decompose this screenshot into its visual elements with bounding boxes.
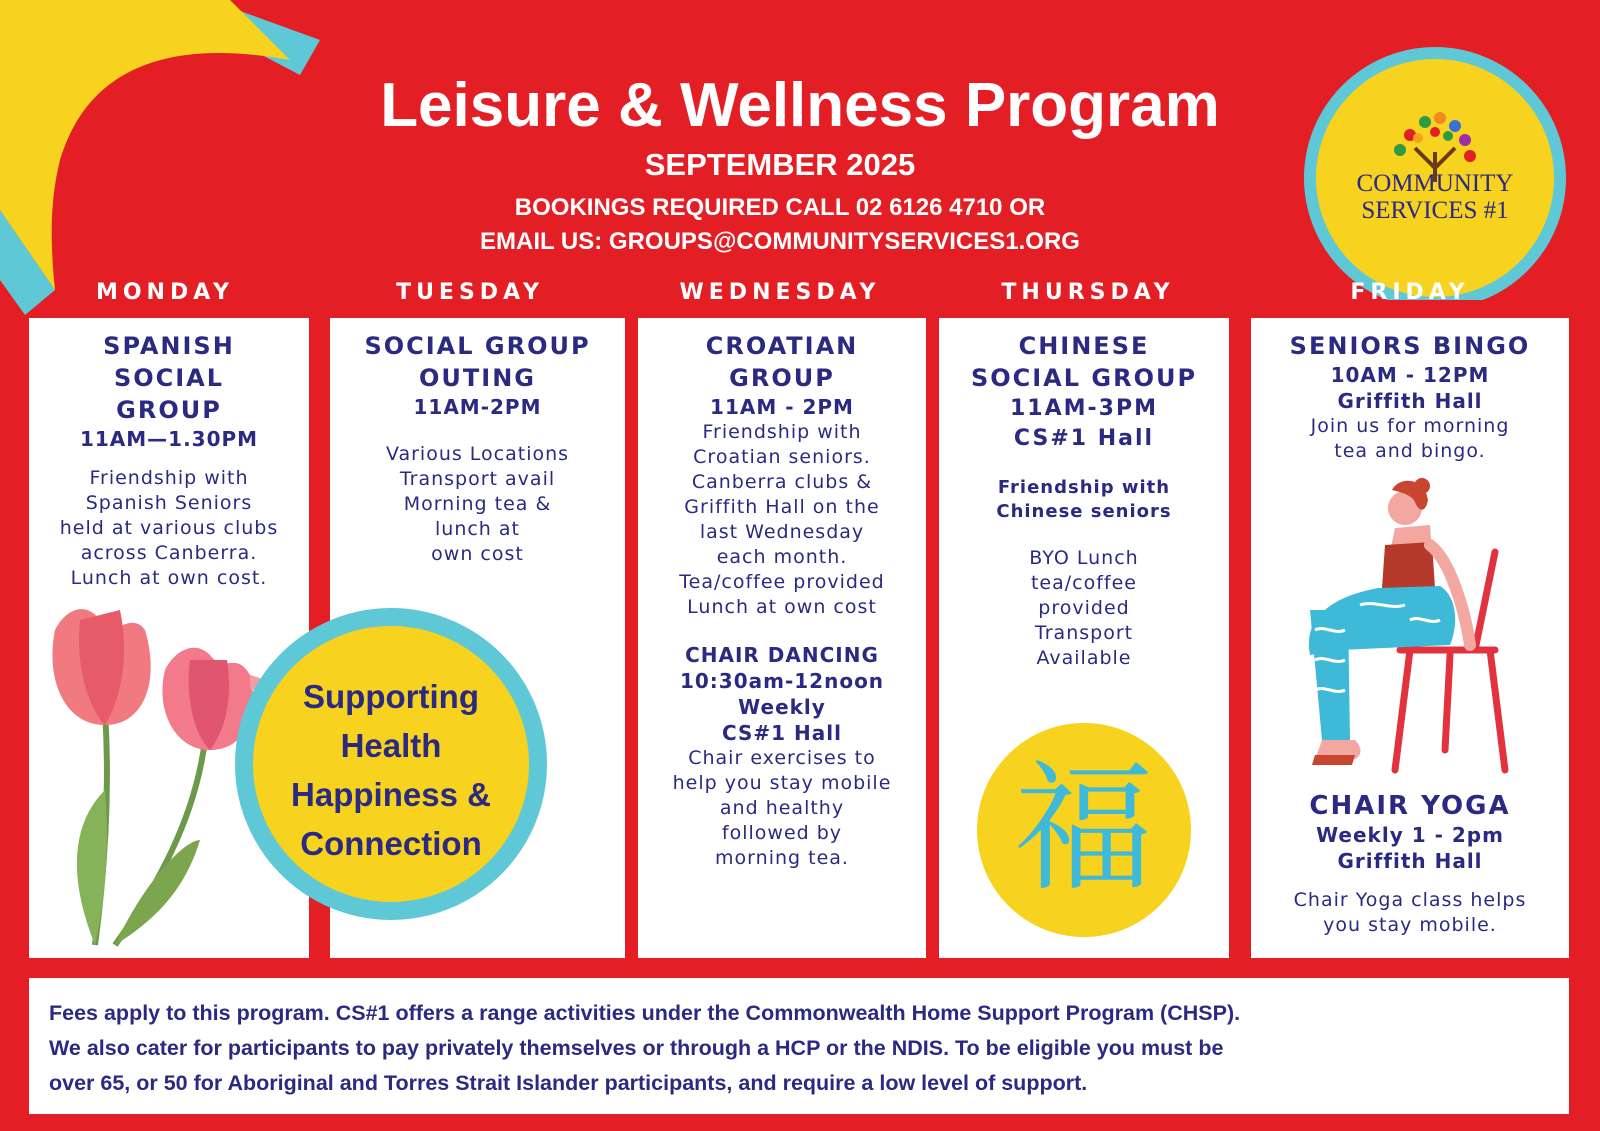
wednesday-time: 11AM - 2PM: [710, 395, 854, 419]
friday-title: SENIORS BINGO: [1289, 332, 1531, 360]
wednesday-desc-5: last Wednesday: [699, 521, 865, 543]
monday-desc-2: Spanish Seniors: [85, 492, 253, 514]
fees-line-3: over 65, or 50 for Aboriginal and Torres Strait Islander participants, and require a low level of support.: [49, 1071, 1088, 1095]
monday-time: 11AM—1.30PM: [79, 427, 259, 451]
tuesday-time: 11AM-2PM: [413, 395, 542, 419]
thursday-time: 11AM-3PM: [1010, 396, 1158, 421]
page-title: Leisure & Wellness Program: [380, 71, 1220, 140]
booking-line-2: EMAIL US: GROUPS@COMMUNITYSERVICES1.ORG: [480, 228, 1080, 255]
chair-dancing-time: 10:30am-12noon: [679, 669, 885, 693]
wednesday-desc-7: Tea/coffee provided: [679, 571, 885, 593]
day-friday: FRIDAY: [1350, 280, 1470, 305]
friday-place: Griffith Hall: [1337, 389, 1483, 413]
fees-notice: [29, 978, 1569, 1114]
tuesday-desc-3: Morning tea &: [403, 493, 552, 515]
thursday-desc-4: Transport: [1034, 622, 1134, 644]
friday-desc-2: tea and bingo.: [1334, 440, 1486, 462]
wednesday-desc-8: Lunch at own cost: [687, 596, 877, 618]
chair-yoga-illustration: [1300, 470, 1530, 790]
wednesday-card: [638, 318, 926, 958]
badge-line-3: Happiness &: [291, 776, 491, 813]
supporting-badge: [235, 608, 547, 920]
month-heading: SEPTEMBER 2025: [644, 147, 916, 182]
monday-title-2: SOCIAL: [113, 364, 225, 392]
tuesday-desc-1: Various Locations: [385, 443, 570, 465]
thursday-title-2: SOCIAL GROUP: [970, 364, 1198, 392]
badge-line-1: Supporting: [303, 678, 479, 715]
thursday-highlight-2: Chinese seniors: [996, 501, 1172, 522]
chair-dancing-frequency: Weekly: [738, 695, 826, 719]
day-wednesday: WEDNESDAY: [679, 280, 881, 305]
wednesday-desc-1: Friendship with: [702, 421, 862, 443]
monday-desc-5: Lunch at own cost.: [70, 567, 268, 589]
chair-yoga-title: CHAIR YOGA: [1309, 791, 1511, 821]
tuesday-desc-4: lunch at: [435, 518, 520, 540]
tuesday-title-1: SOCIAL GROUP: [364, 332, 591, 360]
badge-line-4: Connection: [300, 825, 482, 862]
tuesday-title-2: OUTING: [419, 364, 536, 392]
chair-yoga-desc-2: you stay mobile.: [1323, 914, 1497, 936]
day-monday: MONDAY: [95, 280, 235, 305]
tuesday-desc-5: own cost: [431, 543, 524, 565]
chair-dancing-title: CHAIR DANCING: [685, 643, 879, 667]
chair-yoga-desc-1: Chair Yoga class helps: [1293, 889, 1527, 911]
chair-yoga-place: Griffith Hall: [1337, 849, 1483, 873]
wednesday-desc-4: Griffith Hall on the: [684, 496, 880, 518]
fees-line-1: Fees apply to this program. CS#1 offers a range activities under the Commonwealth Home Support Program (CHSP).: [49, 1001, 1241, 1025]
monday-desc-4: across Canberra.: [80, 542, 258, 564]
friday-desc-1: Join us for morning: [1310, 415, 1510, 437]
chair-yoga-time: Weekly 1 - 2pm: [1316, 823, 1504, 847]
tuesday-desc-2: Transport avail: [399, 468, 556, 490]
wednesday-title-1: CROATIAN: [705, 332, 859, 360]
chair-dancing-desc-2: help you stay mobile: [672, 772, 892, 794]
fortune-badge: [977, 723, 1191, 937]
chair-dancing-desc-5: morning tea.: [715, 847, 849, 869]
monday-desc-1: Friendship with: [89, 467, 249, 489]
wednesday-desc-3: Canberra clubs &: [691, 471, 873, 493]
wednesday-desc-6: each month.: [716, 546, 848, 568]
badge-line-2: Health: [340, 727, 442, 764]
thursday-desc-5: Available: [1036, 647, 1132, 669]
thursday-title-1: CHINESE: [1018, 332, 1150, 360]
logo-line-1: COMMUNITY: [1356, 170, 1514, 197]
chair-dancing-desc-1: Chair exercises to: [688, 747, 876, 769]
thursday-desc-2: tea/coffee: [1030, 572, 1137, 594]
day-thursday: THURSDAY: [1001, 280, 1175, 305]
fees-line-2: We also cater for participants to pay privately themselves or through a HCP or the NDIS. To be eligible you must be: [49, 1036, 1224, 1060]
booking-line-1: BOOKINGS REQUIRED CALL 02 6126 4710 OR: [514, 194, 1046, 221]
friday-time: 10AM - 12PM: [1330, 363, 1490, 387]
thursday-highlight-1: Friendship with: [997, 477, 1171, 498]
monday-title-1: SPANISH: [103, 332, 235, 360]
thursday-desc-1: BYO Lunch: [1029, 547, 1139, 569]
day-tuesday: TUESDAY: [396, 280, 544, 305]
monday-desc-3: held at various clubs: [59, 517, 279, 539]
fortune-character: 福: [1013, 748, 1154, 911]
thursday-place: CS#1 Hall: [1013, 426, 1155, 451]
chair-dancing-desc-4: followed by: [721, 822, 843, 844]
chair-dancing-place: CS#1 Hall: [721, 721, 843, 745]
monday-title-3: GROUP: [116, 396, 222, 424]
thursday-desc-3: provided: [1038, 597, 1130, 619]
logo-line-2: SERVICES #1: [1361, 197, 1509, 224]
chair-dancing-desc-3: and healthy: [719, 797, 845, 819]
wednesday-title-2: GROUP: [729, 364, 835, 392]
wednesday-desc-2: Croatian seniors.: [693, 446, 871, 468]
